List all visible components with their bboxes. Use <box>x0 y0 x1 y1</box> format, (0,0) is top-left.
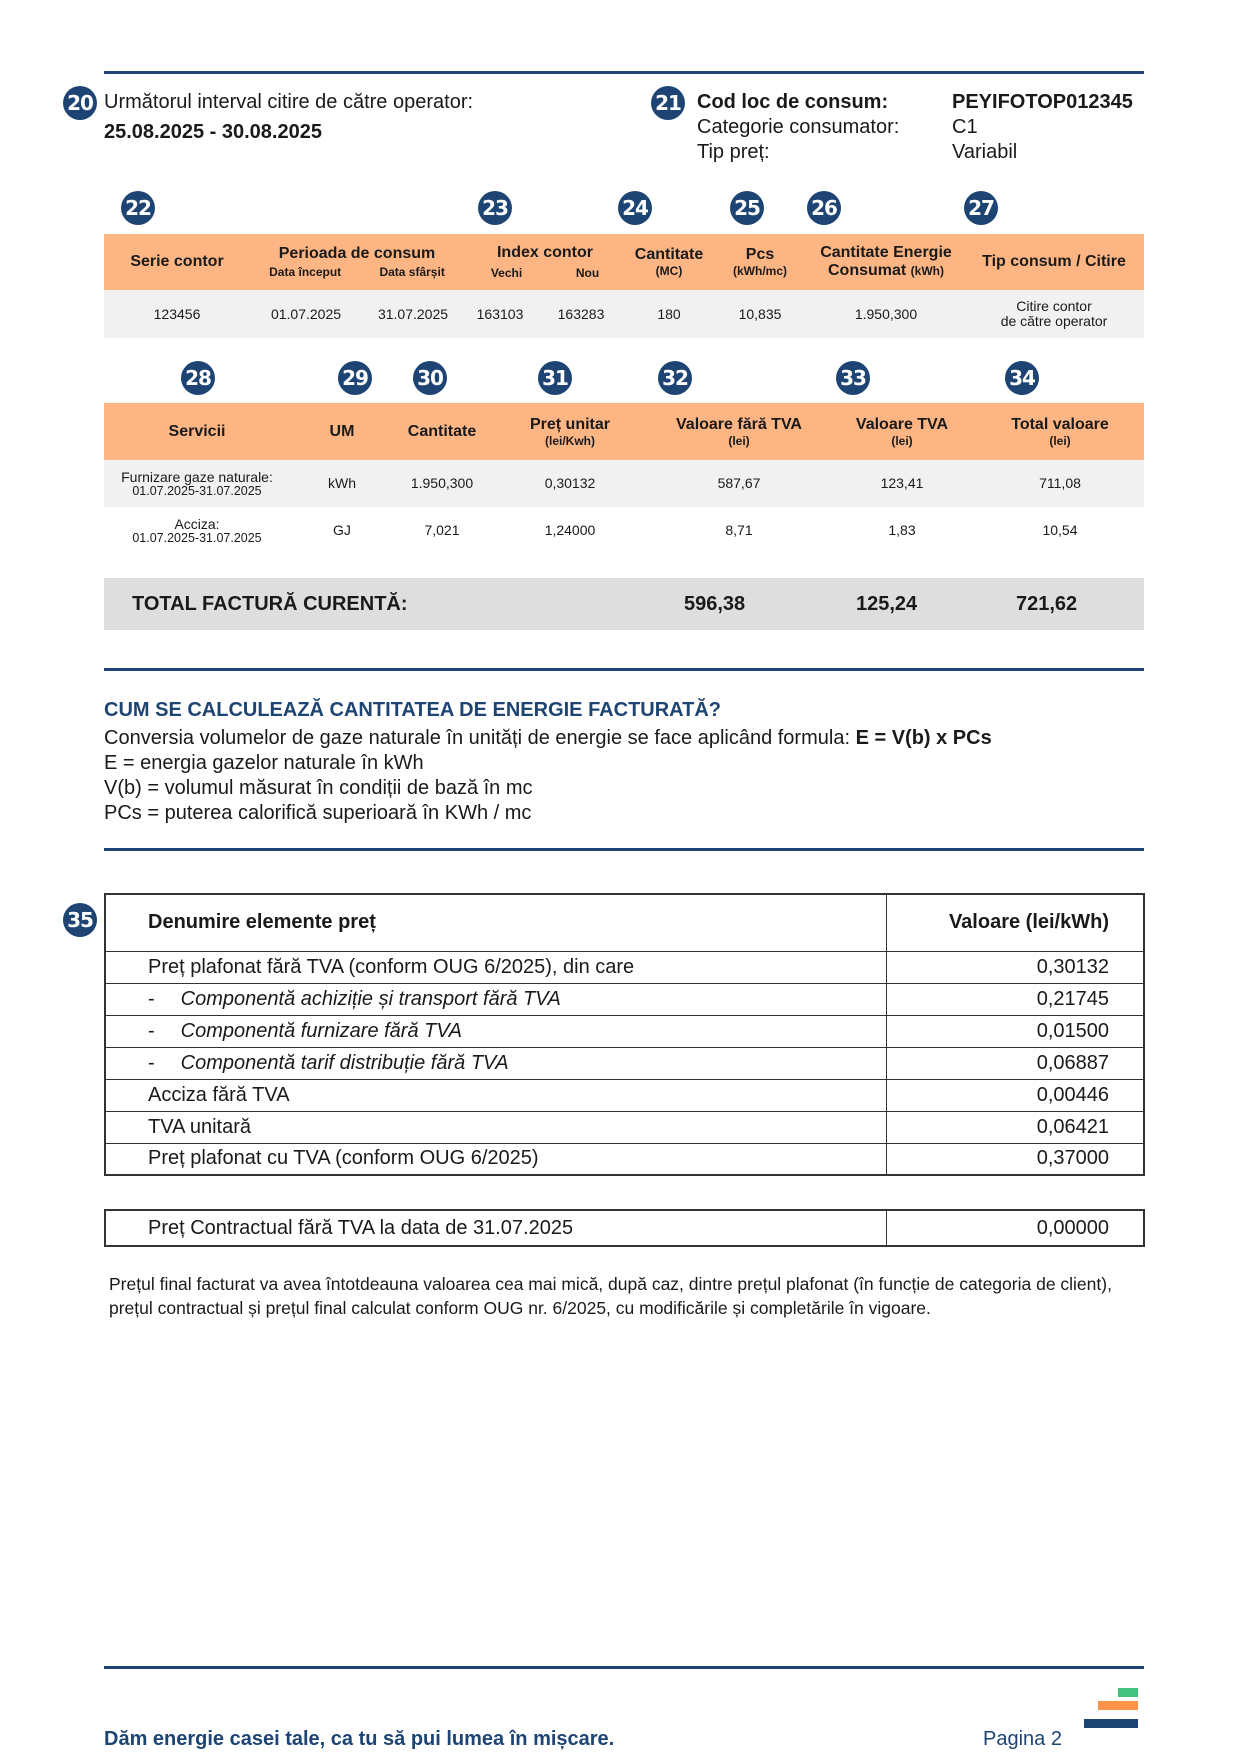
brand-bar-green <box>1118 1688 1138 1697</box>
cell-pret-unitar: 1,24000 <box>544 522 596 538</box>
price-row <box>105 951 1144 983</box>
header-tip-consum: Tip consum / Citire <box>964 234 1144 290</box>
cell-vechi: 163103 <box>464 290 536 338</box>
badge-33: 33 <box>836 361 870 395</box>
cell-service-name: Acciza: 01.07.2025-31.07.2025 <box>132 515 262 545</box>
calculation-formula: E = V(b) x PCs <box>855 727 992 749</box>
price-elements-table <box>104 893 1145 1176</box>
invoice-total-bar <box>104 578 1144 630</box>
price-row-value: 0,21745 <box>886 983 1144 1015</box>
header-valoare-fara-tva: Valoare fără TVA (lei) <box>650 403 828 460</box>
reading-interval-value: 25.08.2025 - 30.08.2025 <box>104 121 322 143</box>
badge-29: 29 <box>338 361 372 395</box>
invoice-total-label: TOTAL FACTURĂ CURENTĂ: <box>132 593 408 615</box>
cell-um: GJ <box>333 522 351 538</box>
price-row-name: - Componentă achiziție și transport fără TVA <box>105 983 886 1015</box>
header-servicii: Servicii <box>104 403 290 460</box>
price-note: Prețul final facturat va avea întotdeauna valoarea cea mai mică, după caz, dintre prețul plafonat (în funcție de categoria de client), prețul contractual și prețul final calculat conform OUG nr. 6/2025, cu modificările și completările în vigoare. <box>109 1274 1112 1318</box>
price-row-value: 0,01500 <box>886 1015 1144 1047</box>
consumer-category-value: C1 <box>952 116 978 138</box>
cell-pcs: 10,835 <box>712 290 808 338</box>
brand-bar-orange <box>1098 1701 1138 1710</box>
badge-21: 21 <box>651 86 685 120</box>
badge-34: 34 <box>1005 361 1039 395</box>
cell-data-inceput: 01.07.2025 <box>250 290 362 338</box>
calc-divider-bottom <box>104 848 1144 851</box>
price-row-name: - Componentă tarif distribuție fără TVA <box>105 1047 886 1079</box>
header-valoare-tva: Valoare TVA (lei) <box>828 403 976 460</box>
invoice-total-fara-tva: 596,38 <box>684 593 746 615</box>
invoice-total-tva: 125,24 <box>856 593 918 615</box>
header-vechi: Vechi <box>490 266 523 280</box>
calculation-line: V(b) = volumul măsurat în condiții de bază în mc <box>104 777 533 799</box>
contract-price-name: Preț Contractual fără TVA la data de 31.07.2025 <box>105 1210 886 1246</box>
page-number: Pagina 2 <box>983 1728 1062 1750</box>
header-pret-unitar: Preț unitar (lei/Kwh) <box>490 403 650 460</box>
badge-22: 22 <box>121 191 155 225</box>
contract-price-row <box>105 1210 1144 1246</box>
meter-table <box>104 234 1144 338</box>
price-row-name: Acciza fără TVA <box>105 1079 886 1111</box>
calculation-line: PCs = puterea calorifică superioară în KWh / mc <box>104 802 532 824</box>
header-serie-contor: Serie contor <box>104 234 250 290</box>
cell-fara-tva: 8,71 <box>725 522 753 538</box>
cell-total: 10,54 <box>1042 522 1078 538</box>
price-row-name: - Componentă furnizare fără TVA <box>105 1015 886 1047</box>
header-perioada: Perioada de consum Data început Data sfârșit <box>250 234 464 290</box>
meter-row <box>104 290 1144 338</box>
calculation-title: CUM SE CALCULEAZĂ CANTITATEA DE ENERGIE FACTURATĂ? <box>104 699 722 721</box>
cell-cantitate: 1.950,300 <box>394 460 490 507</box>
price-type-label: Tip preț: <box>697 141 770 163</box>
services-table <box>104 403 1144 554</box>
calculation-intro: Conversia volumelor de gaze naturale în unități de energie se face aplicând formula: E = V(b) x PCs <box>104 727 992 749</box>
price-row-value: 0,30132 <box>886 951 1144 983</box>
badge-35: 35 <box>63 903 97 937</box>
cell-total: 711,08 <box>976 460 1144 507</box>
header-denumire: Denumire elemente preț <box>105 894 886 951</box>
badge-26: 26 <box>807 191 841 225</box>
contract-price-table <box>104 1209 1145 1247</box>
cell-pret-unitar: 0,30132 <box>490 460 650 507</box>
invoice-total-value: 721,62 <box>1016 593 1078 615</box>
top-divider <box>104 71 1144 74</box>
badge-27: 27 <box>964 191 998 225</box>
header-nou: Nou <box>575 266 600 280</box>
cell-service-name: Furnizare gaze naturale: 01.07.2025-31.07.2025 <box>104 460 290 507</box>
price-row <box>105 1047 1144 1079</box>
consumer-category-label: Categorie consumator: <box>697 116 900 138</box>
header-data-inceput: Data început <box>269 265 342 279</box>
badge-23: 23 <box>478 191 512 225</box>
cell-um: kWh <box>290 460 394 507</box>
badge-31: 31 <box>538 361 572 395</box>
cell-cantitate: 180 <box>626 290 712 338</box>
price-row <box>105 1079 1144 1111</box>
header-total-valoare: Total valoare (lei) <box>976 403 1144 460</box>
cell-tva: 123,41 <box>828 460 976 507</box>
price-row-name: Preț plafonat cu TVA (conform OUG 6/2025) <box>105 1143 886 1175</box>
price-type-value: Variabil <box>952 141 1018 163</box>
price-row-value: 0,06887 <box>886 1047 1144 1079</box>
calculation-line: E = energia gazelor naturale în kWh <box>104 752 424 774</box>
contract-price-value: 0,00000 <box>886 1210 1144 1246</box>
consumption-code-label: Cod loc de consum: <box>697 91 889 113</box>
footer-divider <box>104 1666 1144 1669</box>
price-row-name: TVA unitară <box>105 1111 886 1143</box>
header-index-contor: Index contor Vechi Nou <box>464 234 626 290</box>
price-row-value: 0,00446 <box>886 1079 1144 1111</box>
reading-interval-label: Următorul interval citire de către operator: <box>104 91 474 113</box>
cell-serie: 123456 <box>104 290 250 338</box>
header-pcs: Pcs (kWh/mc) <box>712 234 808 290</box>
cell-tva: 1,83 <box>888 522 916 538</box>
cell-nou: 163283 <box>536 290 626 338</box>
service-row <box>104 507 1144 554</box>
price-header-row <box>105 894 1144 951</box>
price-row-value: 0,06421 <box>886 1111 1144 1143</box>
header-cantitate: Cantitate (MC) <box>626 234 712 290</box>
price-row <box>105 1111 1144 1143</box>
price-row <box>105 1143 1144 1175</box>
price-row <box>105 983 1144 1015</box>
consumption-code-value: PEYIFOTOP012345 <box>952 91 1133 113</box>
header-cantitate-energie: Cantitate Energie Consumat (kWh) <box>808 234 964 290</box>
cell-energie: 1.950,300 <box>808 290 964 338</box>
price-row-name: Preț plafonat fără TVA (conform OUG 6/2025), din care <box>105 951 886 983</box>
badge-25: 25 <box>730 191 764 225</box>
price-row <box>105 1015 1144 1047</box>
badge-28: 28 <box>181 361 215 395</box>
price-row-value: 0,37000 <box>886 1143 1144 1175</box>
header-cantitate-servicii: Cantitate <box>394 403 490 460</box>
calc-divider-top <box>104 668 1144 671</box>
cell-tip-consum: Citire contor de către operator <box>964 290 1144 338</box>
badge-20: 20 <box>63 86 97 120</box>
badge-30: 30 <box>413 361 447 395</box>
cell-data-sfarsit: 31.07.2025 <box>362 290 464 338</box>
service-row <box>104 460 1144 507</box>
brand-bar-blue <box>1084 1719 1138 1728</box>
cell-fara-tva: 587,67 <box>650 460 828 507</box>
header-valoare: Valoare (lei/kWh) <box>886 894 1144 951</box>
cell-cantitate: 7,021 <box>424 522 460 538</box>
badge-24: 24 <box>618 191 652 225</box>
footer-slogan: Dăm energie casei tale, ca tu să pui lumea în mișcare. <box>104 1728 615 1750</box>
badge-32: 32 <box>658 361 692 395</box>
header-data-sfarsit: Data sfârșit <box>379 265 445 279</box>
header-um: UM <box>290 403 394 460</box>
